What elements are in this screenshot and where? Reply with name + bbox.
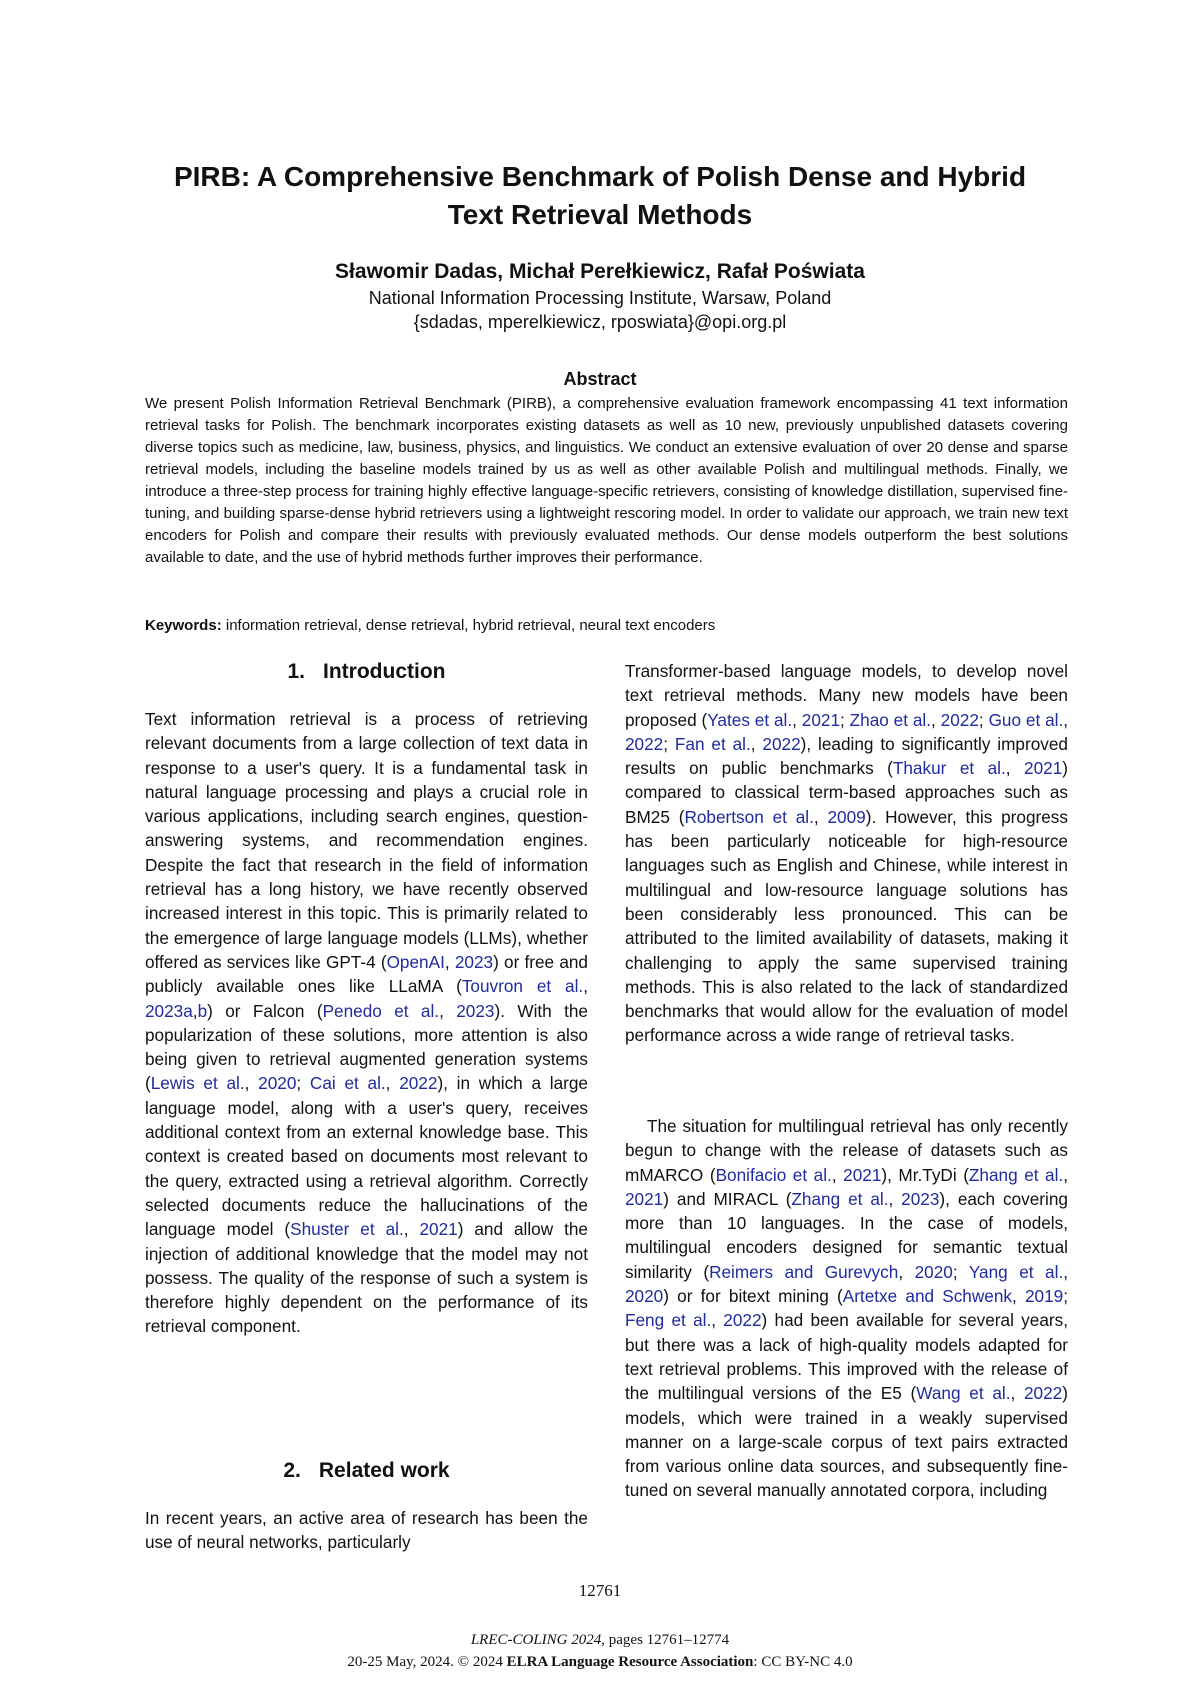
citation-link[interactable]: Robertson et al. bbox=[684, 806, 814, 827]
citation-link[interactable]: Wang et al. bbox=[916, 1383, 1011, 1404]
citation-link[interactable]: 2021 bbox=[801, 709, 841, 730]
citation-link[interactable]: Cai et al. bbox=[309, 1073, 386, 1094]
section-heading-introduction bbox=[145, 658, 588, 686]
citation-link[interactable]: Feng et al. bbox=[625, 1310, 712, 1331]
citation-link[interactable]: 2022 bbox=[940, 709, 979, 730]
page-number: 12761 bbox=[578, 1581, 622, 1600]
organization-name: ELRA Language Resource Association bbox=[506, 1654, 754, 1670]
citation-link[interactable]: 2021 bbox=[419, 1219, 458, 1240]
citation-link[interactable]: Shuster et al. bbox=[290, 1219, 404, 1240]
citation-link[interactable]: 2019 bbox=[1024, 1286, 1064, 1307]
venue-pages: , pages 12761–12774 bbox=[601, 1632, 730, 1648]
citation-link[interactable]: 2022 bbox=[625, 733, 664, 754]
citation-link[interactable]: 2020 bbox=[258, 1073, 297, 1094]
introduction-paragraph: Text information retrieval is a process of retrieving relevant documents from a large collection of text data in response to a user's query. It is a fundamental task in natural language processing and plays a crucial role in various applications, including search engines, question-answering systems, and recommendation engines. Despite the fact that research in the field of information retrieval has a long history, we have recently observed increased interest in this topic. This is primarily related to the emergence of large language models (LLMs), whether offered as services like GPT-4 (OpenAI, 2023) or free and publicly available ones like LLaMA (Touvron et al., 2023a,b) or Falcon (Penedo et al., 2023). With the popularization of these solutions, more attention is also being given to retrieval augmented generation systems (Lewis et al., 2020; Cai et al., 2022), in which a large language model, along with a user's query, receives additional context from an external knowledge base. This context is created based on documents most relevant to the query, extracted using a retrieval algorithm. Correctly selected documents reduce the hallucinations of the language model (Shuster et al., 2021) and allow the injection of additional knowledge that the model may not possess. The quality of the response of such a system is therefore highly dependent on the performance of its retrieval component. bbox=[145, 709, 588, 1337]
citation-link[interactable]: 2023 bbox=[456, 1000, 495, 1021]
event-date: 20-25 May, 2024. © 2024 bbox=[347, 1654, 507, 1670]
citation-link[interactable]: Zhang et al. bbox=[968, 1164, 1064, 1185]
abstract-heading: Abstract bbox=[563, 369, 637, 389]
paper-title bbox=[100, 158, 1100, 234]
citation-link[interactable]: Fan et al. bbox=[674, 733, 751, 754]
citation-link[interactable]: Artetxe and Schwenk bbox=[842, 1286, 1012, 1307]
multilingual-retrieval-paragraph: The situation for multilingual retrieval has only recently begun to change with the release of datasets such as mMARCO (Bonifacio et al., 2021), Mr.TyDi (Zhang et al., 2021) and MIRACL (Zhang et al., 2023), each covering more than 10 languages. In the case of models, multilingual encoders designed for semantic textual similarity (Reimers and Gurevych, 2020; Yang et al., 2020) or for bitext mining (Artetxe and Schwenk, 2019; Feng et al., 2022) had been available for several years, but there was a lack of high-quality models adapted for text retrieval problems. This improved with the release of the multilingual versions of the E5 (Wang et al., 2022) models, which were trained in a weakly supervised manner on a large-scale corpus of text pairs extracted from various online data sources, and subsequently fine-tuned on several manually annotated corpora, including bbox=[625, 1116, 1069, 1501]
keywords bbox=[145, 615, 1068, 637]
related-work-continued-paragraph: Transformer-based language models, to develop novel text retrieval methods. Many new models have been proposed (Yates et al., 2021; Zhao et al., 2022; Guo et al., 2022; Fan et al., 2022), leading to significantly improved results on public benchmarks (Thakur et al., 2021) compared to classical term-based approaches such as BM25 (Robertson et al., 2009). However, this progress has been particularly noticeable for high-resource languages such as English and Chinese, while interest in multilingual and low-resource language solutions has been considerably less pronounced. This can be attributed to the limited availability of datasets, making it challenging to apply the same supervised training methods. This is also related to the lack of standardized benchmarks that would allow for the evaluation of model performance across a wide range of retrieval tasks. bbox=[625, 661, 1069, 1046]
section-number: 1. bbox=[287, 660, 306, 683]
venue-name: LREC-COLING 2024 bbox=[470, 1632, 602, 1648]
title-line-2: Text Retrieval Methods bbox=[447, 199, 753, 230]
abstract-text: We present Polish Information Retrieval Benchmark (PIRB), a comprehensive evaluation framework encompassing 41 text information retrieval tasks for Polish. The benchmark incorporates existing datasets as well as 10 new, previously unpublished datasets covering diverse topics such as medicine, law, business, physics, and linguistics. We conduct an extensive evaluation of over 20 dense and sparse retrieval models, including the baseline models trained by us as well as other available Polish and multilingual methods. Finally, we introduce a three-step process for training highly effective language-specific retrievers, consisting of knowledge distillation, supervised fine-tuning, and building sparse-dense hybrid retrievers using a lightweight rescoring model. In order to validate our approach, we train new text encoders for Polish and compare their results with previously evaluated methods. Our dense models outperform the best solutions available to date, and the use of hybrid methods further improves their performance. bbox=[145, 395, 1068, 566]
citation-link[interactable]: Zhao et al. bbox=[849, 709, 932, 730]
section-title: Related work bbox=[318, 1459, 450, 1482]
citation-link[interactable]: 2022 bbox=[399, 1073, 438, 1094]
citation-link[interactable]: 2020 bbox=[625, 1286, 664, 1307]
citation-link[interactable]: b bbox=[197, 1000, 208, 1021]
section-heading-related-work bbox=[145, 1457, 588, 1485]
section-number: 2. bbox=[283, 1459, 301, 1482]
citation-link[interactable]: Yang et al. bbox=[968, 1261, 1064, 1282]
section-title: Introduction bbox=[323, 660, 446, 683]
license-text: : CC BY-NC 4.0 bbox=[753, 1654, 853, 1670]
citation-link[interactable]: Bonifacio et al. bbox=[715, 1164, 832, 1185]
affiliation: National Information Processing Institute, Warsaw, Poland bbox=[368, 288, 832, 308]
citation-link[interactable]: Guo et al. bbox=[988, 709, 1064, 730]
venue-line bbox=[100, 1630, 1100, 1650]
author-list: Sławomir Dadas, Michał Perełkiewicz, Rafał Poświata bbox=[335, 260, 865, 283]
citation-link[interactable]: Touvron et al. bbox=[461, 976, 584, 997]
title-line-1: PIRB: A Comprehensive Benchmark of Polish Dense and Hybrid bbox=[173, 161, 1027, 192]
license-line bbox=[100, 1652, 1100, 1672]
citation-link[interactable]: 2021 bbox=[843, 1164, 882, 1185]
citation-link[interactable]: 2022 bbox=[723, 1310, 762, 1331]
citation-link[interactable]: 2022 bbox=[1024, 1383, 1063, 1404]
citation-link[interactable]: 2020 bbox=[914, 1261, 953, 1282]
related-work-paragraph: In recent years, an active area of research has been the use of neural networks, particularly bbox=[145, 1508, 588, 1553]
keywords-text: information retrieval, dense retrieval, hybrid retrieval, neural text encoders bbox=[225, 617, 716, 634]
citation-link[interactable]: Yates et al. bbox=[707, 709, 793, 730]
citation-link[interactable]: Thakur et al. bbox=[892, 758, 1006, 779]
citation-link[interactable]: 2023 bbox=[901, 1188, 940, 1209]
citation-link[interactable]: 2021 bbox=[625, 1188, 664, 1209]
citation-link[interactable]: 2009 bbox=[827, 806, 866, 827]
keywords-label: Keywords: bbox=[145, 617, 222, 634]
citation-link[interactable]: OpenAI bbox=[386, 951, 445, 972]
citation-link[interactable]: 2023a bbox=[145, 1000, 193, 1021]
citation-link[interactable]: Lewis et al. bbox=[150, 1073, 245, 1094]
citation-link[interactable]: Penedo et al. bbox=[322, 1000, 440, 1021]
citation-link[interactable]: 2023 bbox=[454, 951, 494, 972]
citation-link[interactable]: 2021 bbox=[1024, 758, 1063, 779]
citation-link[interactable]: Reimers and Gurevych bbox=[709, 1261, 899, 1282]
citation-link[interactable]: 2022 bbox=[762, 733, 801, 754]
citation-link[interactable]: Zhang et al. bbox=[791, 1188, 889, 1209]
author-emails: {sdadas, mperelkiewicz, rposwiata}@opi.org.pl bbox=[413, 312, 787, 332]
